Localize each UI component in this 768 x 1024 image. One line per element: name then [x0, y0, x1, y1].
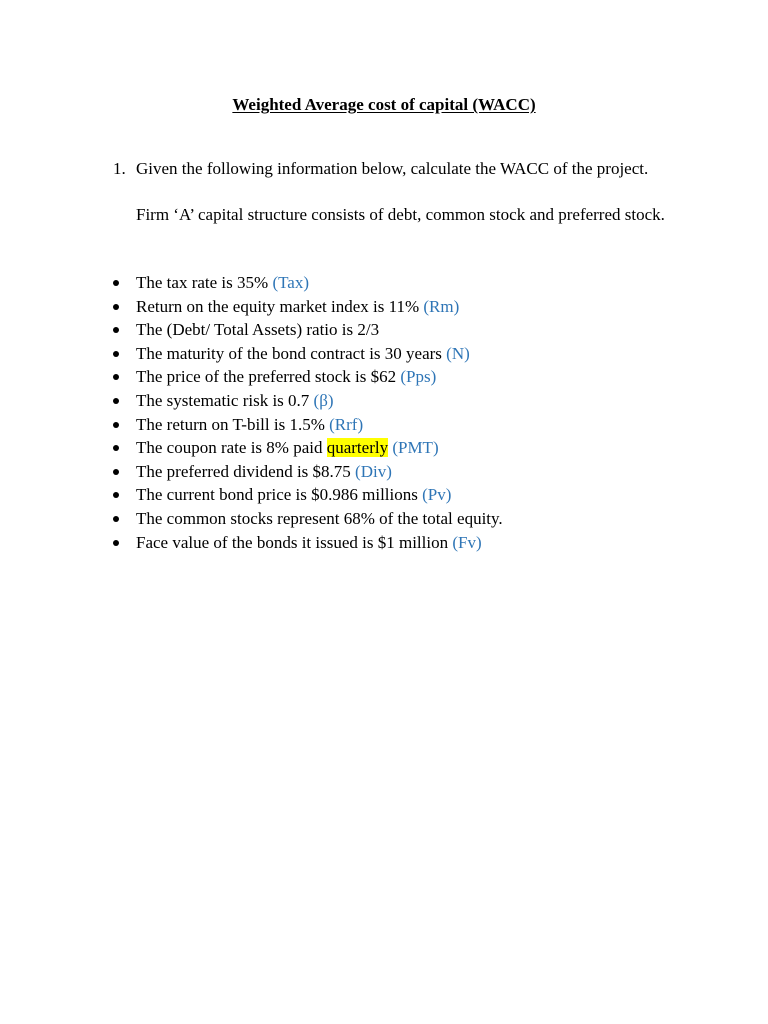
- bullet-icon: [113, 374, 119, 380]
- item-statement: The coupon rate is 8% paid: [136, 438, 327, 458]
- variable-label: (Pps): [400, 367, 437, 387]
- list-item-text: [136, 414, 363, 436]
- list-item-text: [136, 390, 334, 412]
- bullet-icon: [113, 280, 119, 286]
- variable-label: (Rm): [423, 296, 460, 316]
- list-item: [113, 437, 713, 461]
- list-item-text: [136, 461, 392, 483]
- list-item-text: [136, 343, 470, 365]
- highlighted-word: quarterly: [326, 438, 389, 458]
- item-statement: The return on T-bill is 1.5%: [136, 414, 330, 434]
- item-statement: The tax rate is 35%: [136, 273, 273, 292]
- item-statement: Face value of the bonds it issued is $1 million: [136, 532, 453, 552]
- bullet-icon: [113, 516, 119, 522]
- item-statement: The (Debt/ Total Assets) ratio is 2/3: [136, 320, 380, 340]
- bullet-icon: [113, 540, 119, 546]
- variable-label: (β): [313, 390, 334, 410]
- bullet-icon: [113, 398, 119, 404]
- variable-label: (Fv): [452, 532, 482, 552]
- item-statement: The systematic risk is 0.7: [136, 390, 314, 410]
- list-item: [113, 366, 713, 390]
- question-text: Given the following information below, calculate the WACC of the project.: [136, 159, 649, 178]
- list-item-text: [136, 319, 379, 341]
- variable-label: (Rrf): [329, 414, 364, 434]
- list-item-text: [136, 484, 451, 506]
- item-statement: The preferred dividend is $8.75: [136, 461, 356, 481]
- list-item: [113, 484, 713, 508]
- question-number: 1.: [113, 159, 126, 178]
- item-statement: The current bond price is $0.986 millions: [136, 485, 423, 505]
- list-item: [113, 532, 713, 556]
- bullet-icon: [113, 422, 119, 428]
- list-item: [113, 508, 713, 532]
- list-item-text: [136, 366, 436, 388]
- variable-label: (Div): [355, 461, 392, 481]
- bullet-icon: [113, 469, 119, 475]
- list-item: [113, 343, 713, 367]
- variable-label: (PMT): [388, 438, 439, 458]
- bullet-icon: [113, 351, 119, 357]
- item-statement: The maturity of the bond contract is 30 years: [136, 343, 447, 363]
- list-item-text: [136, 437, 439, 459]
- list-item: [113, 296, 713, 320]
- list-item: [113, 272, 713, 296]
- item-statement: Return on the equity market index is 11%: [136, 296, 424, 316]
- list-item: [113, 414, 713, 438]
- list-item: [113, 319, 713, 343]
- item-statement: The price of the preferred stock is $62: [136, 367, 401, 387]
- list-item-text: [136, 296, 459, 318]
- list-item-text: [136, 272, 309, 294]
- variable-label: (Tax): [272, 273, 310, 292]
- bullet-icon: [113, 304, 119, 310]
- bullet-icon: [113, 445, 119, 451]
- given-info-list: [113, 272, 713, 555]
- question-1: [113, 158, 693, 180]
- item-statement: The common stocks represent 68% of the total equity.: [136, 508, 503, 528]
- bullet-icon: [113, 327, 119, 333]
- list-item-text: [136, 508, 503, 530]
- variable-label: (Pv): [422, 485, 452, 505]
- document-title: Weighted Average cost of capital (WACC): [232, 95, 536, 114]
- bullet-icon: [113, 492, 119, 498]
- list-item-text: [136, 532, 482, 554]
- list-item: [113, 390, 713, 414]
- question-intro: Firm ‘A’ capital structure consists of debt, common stock and preferred stock.: [136, 205, 665, 224]
- list-item: [113, 461, 713, 485]
- variable-label: (N): [446, 343, 470, 363]
